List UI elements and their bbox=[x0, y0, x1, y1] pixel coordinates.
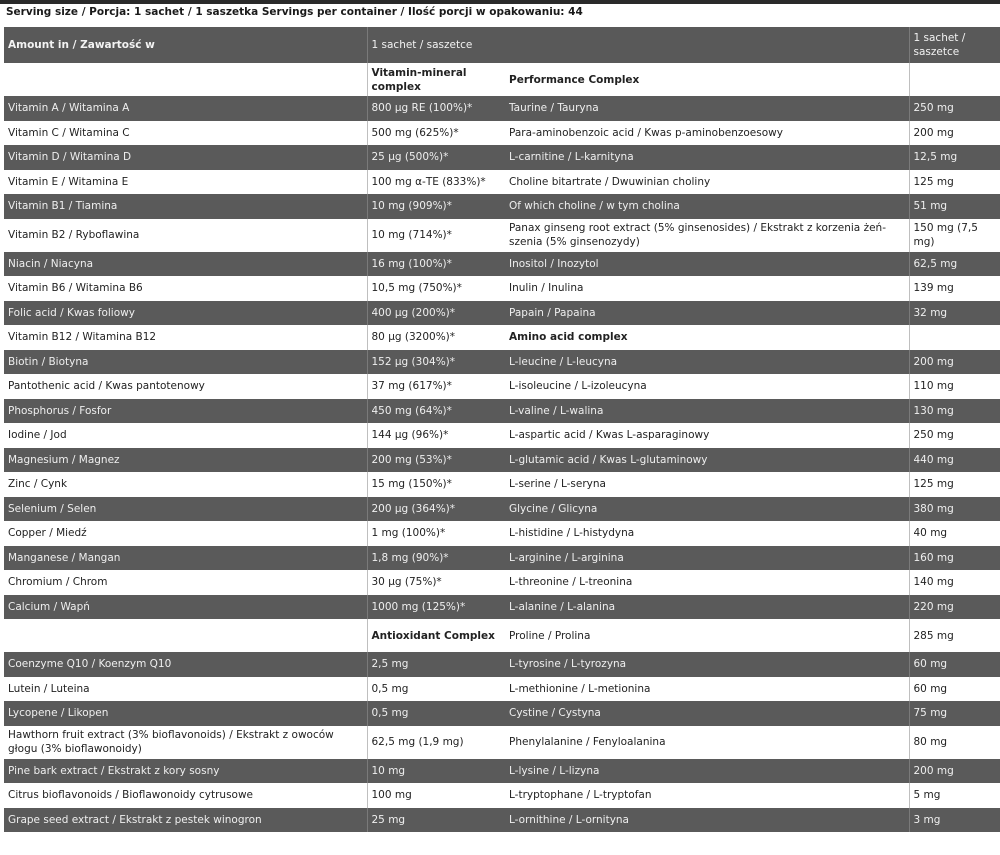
ingredient-name: Manganese / Mangan bbox=[4, 546, 367, 571]
amount-value: 144 µg (96%)* bbox=[367, 423, 505, 448]
header-per-sachet: 1 sachet / saszetce bbox=[367, 27, 505, 63]
ingredient-name-2: Glycine / Glicyna bbox=[505, 497, 909, 522]
table-row bbox=[4, 219, 1000, 252]
amount-value-2: 125 mg bbox=[909, 170, 1000, 195]
ingredient-name-2: L-methionine / L-metionina bbox=[505, 677, 909, 702]
amount-value-2: 12,5 mg bbox=[909, 145, 1000, 170]
ingredient-name: Selenium / Selen bbox=[4, 497, 367, 522]
ingredient-name-2: L-isoleucine / L-izoleucyna bbox=[505, 374, 909, 399]
amount-value: 1000 mg (125%)* bbox=[367, 595, 505, 620]
amount-value-2 bbox=[909, 325, 1000, 350]
table-row bbox=[4, 448, 1000, 473]
table-row bbox=[4, 325, 1000, 350]
table-row bbox=[4, 399, 1000, 424]
ingredient-name: Copper / Miedź bbox=[4, 521, 367, 546]
ingredient-name-2: Inulin / Inulina bbox=[505, 276, 909, 301]
table-row bbox=[4, 726, 1000, 759]
ingredient-name-2: L-threonine / L-treonina bbox=[505, 570, 909, 595]
table-row bbox=[4, 701, 1000, 726]
amount-value: 62,5 mg (1,9 mg) bbox=[367, 726, 505, 759]
ingredient-name: Vitamin B6 / Witamina B6 bbox=[4, 276, 367, 301]
ingredient-name: Pantothenic acid / Kwas pantotenowy bbox=[4, 374, 367, 399]
amount-value: 100 mg α-TE (833%)* bbox=[367, 170, 505, 195]
ingredient-name-2: Papain / Papaina bbox=[505, 301, 909, 326]
amount-value-2: 60 mg bbox=[909, 677, 1000, 702]
amount-value: 25 µg (500%)* bbox=[367, 145, 505, 170]
table-row bbox=[4, 276, 1000, 301]
ingredient-name: Grape seed extract / Ekstrakt z pestek winogron bbox=[4, 808, 367, 833]
ingredient-name-2: Para-aminobenzoic acid / Kwas p-aminobenzoesowy bbox=[505, 121, 909, 146]
table-row bbox=[4, 546, 1000, 571]
amount-value: 16 mg (100%)* bbox=[367, 252, 505, 277]
amount-value-2: 200 mg bbox=[909, 350, 1000, 375]
ingredient-name-2: Cystine / Cystyna bbox=[505, 701, 909, 726]
ingredient-name-2: L-leucine / L-leucyna bbox=[505, 350, 909, 375]
ingredient-name: Citrus bioflavonoids / Bioflawonoidy cytrusowe bbox=[4, 783, 367, 808]
amount-value: 2,5 mg bbox=[367, 652, 505, 677]
table-row bbox=[4, 145, 1000, 170]
ingredient-name: Hawthorn fruit extract (3% bioflavonoids) / Ekstrakt z owoców głogu (3% bioflawonoidy) bbox=[4, 726, 367, 759]
amount-value-2: 150 mg (7,5 mg) bbox=[909, 219, 1000, 252]
amount-value-2: 75 mg bbox=[909, 701, 1000, 726]
ingredient-name-2: L-glutamic acid / Kwas L-glutaminowy bbox=[505, 448, 909, 473]
table-row bbox=[4, 472, 1000, 497]
ingredient-name: Zinc / Cynk bbox=[4, 472, 367, 497]
ingredient-name: Iodine / Jod bbox=[4, 423, 367, 448]
ingredient-name: Niacin / Niacyna bbox=[4, 252, 367, 277]
amount-value: 0,5 mg bbox=[367, 677, 505, 702]
amount-value-2: 3 mg bbox=[909, 808, 1000, 833]
ingredient-name-2: L-ornithine / L-ornityna bbox=[505, 808, 909, 833]
table-row bbox=[4, 619, 1000, 652]
ingredient-name-2: L-tyrosine / L-tyrozyna bbox=[505, 652, 909, 677]
ingredient-name: Lutein / Luteina bbox=[4, 677, 367, 702]
amount-value-2: 200 mg bbox=[909, 121, 1000, 146]
table-row bbox=[4, 808, 1000, 833]
amount-value-2: 80 mg bbox=[909, 726, 1000, 759]
table-header-row bbox=[4, 27, 1000, 63]
table-row bbox=[4, 301, 1000, 326]
ingredient-name: Phosphorus / Fosfor bbox=[4, 399, 367, 424]
amount-value-2: 130 mg bbox=[909, 399, 1000, 424]
ingredient-name: Biotin / Biotyna bbox=[4, 350, 367, 375]
ingredient-name: Chromium / Chrom bbox=[4, 570, 367, 595]
ingredient-name-2: L-histidine / L-histydyna bbox=[505, 521, 909, 546]
ingredient-name: Vitamin B12 / Witamina B12 bbox=[4, 325, 367, 350]
ingredient-name: Vitamin B1 / Tiamina bbox=[4, 194, 367, 219]
amount-value-2: 285 mg bbox=[909, 619, 1000, 652]
nutrition-table bbox=[4, 27, 1000, 832]
table-row bbox=[4, 121, 1000, 146]
ingredient-name-2: L-arginine / L-arginina bbox=[505, 546, 909, 571]
ingredient-name: Magnesium / Magnez bbox=[4, 448, 367, 473]
ingredient-name-2: Panax ginseng root extract (5% ginsenosides) / Ekstrakt z korzenia żeń-szenia (5% ginsenozydy) bbox=[505, 219, 909, 252]
ingredient-name-2: L-carnitine / L-karnityna bbox=[505, 145, 909, 170]
ingredient-name-2: Amino acid complex bbox=[505, 325, 909, 350]
amount-value-2: 220 mg bbox=[909, 595, 1000, 620]
amount-value-2: 62,5 mg bbox=[909, 252, 1000, 277]
ingredient-name: Pine bark extract / Ekstrakt z kory sosny bbox=[4, 759, 367, 784]
amount-value-2: 160 mg bbox=[909, 546, 1000, 571]
ingredient-name-2: Of which choline / w tym cholina bbox=[505, 194, 909, 219]
amount-value: 0,5 mg bbox=[367, 701, 505, 726]
amount-value: 80 µg (3200%)* bbox=[367, 325, 505, 350]
ingredient-name bbox=[4, 619, 367, 652]
amount-value: 30 µg (75%)* bbox=[367, 570, 505, 595]
amount-value-2: 140 mg bbox=[909, 570, 1000, 595]
amount-value-2 bbox=[909, 63, 1000, 96]
amount-value: 450 mg (64%)* bbox=[367, 399, 505, 424]
table-row bbox=[4, 783, 1000, 808]
ingredient-name: Vitamin B2 / Ryboflawina bbox=[4, 219, 367, 252]
amount-value-2: 32 mg bbox=[909, 301, 1000, 326]
amount-value: Antioxidant Complex bbox=[367, 619, 505, 652]
amount-value: 800 µg RE (100%)* bbox=[367, 96, 505, 121]
ingredient-name: Folic acid / Kwas foliowy bbox=[4, 301, 367, 326]
amount-value-2: 200 mg bbox=[909, 759, 1000, 784]
ingredient-name: Vitamin D / Witamina D bbox=[4, 145, 367, 170]
ingredient-name-2: L-tryptophane / L-tryptofan bbox=[505, 783, 909, 808]
ingredient-name-2: Choline bitartrate / Dwuwinian choliny bbox=[505, 170, 909, 195]
table-row bbox=[4, 170, 1000, 195]
ingredient-name-2: L-lysine / L-lizyna bbox=[505, 759, 909, 784]
amount-value: 1,8 mg (90%)* bbox=[367, 546, 505, 571]
ingredient-name-2: L-alanine / L-alanina bbox=[505, 595, 909, 620]
amount-value: 400 µg (200%)* bbox=[367, 301, 505, 326]
amount-value-2: 250 mg bbox=[909, 423, 1000, 448]
ingredient-name-2: Proline / Prolina bbox=[505, 619, 909, 652]
amount-value: 1 mg (100%)* bbox=[367, 521, 505, 546]
amount-value-2: 250 mg bbox=[909, 96, 1000, 121]
table-row bbox=[4, 194, 1000, 219]
header-empty bbox=[505, 27, 909, 63]
table-row bbox=[4, 63, 1000, 96]
amount-value-2: 60 mg bbox=[909, 652, 1000, 677]
ingredient-name: Vitamin E / Witamina E bbox=[4, 170, 367, 195]
amount-value: 200 mg (53%)* bbox=[367, 448, 505, 473]
amount-value-2: 51 mg bbox=[909, 194, 1000, 219]
amount-value: 37 mg (617%)* bbox=[367, 374, 505, 399]
header-amount: Amount in / Zawartość w bbox=[4, 27, 367, 63]
amount-value: 25 mg bbox=[367, 808, 505, 833]
table-row bbox=[4, 677, 1000, 702]
amount-value-2: 380 mg bbox=[909, 497, 1000, 522]
ingredient-name-2: Taurine / Tauryna bbox=[505, 96, 909, 121]
amount-value: 100 mg bbox=[367, 783, 505, 808]
table-row bbox=[4, 521, 1000, 546]
amount-value-2: 5 mg bbox=[909, 783, 1000, 808]
amount-value: Vitamin-mineral complex bbox=[367, 63, 505, 96]
amount-value: 500 mg (625%)* bbox=[367, 121, 505, 146]
ingredient-name-2: L-valine / L-walina bbox=[505, 399, 909, 424]
amount-value-2: 440 mg bbox=[909, 448, 1000, 473]
amount-value: 152 µg (304%)* bbox=[367, 350, 505, 375]
amount-value-2: 110 mg bbox=[909, 374, 1000, 399]
table-row bbox=[4, 497, 1000, 522]
ingredient-name: Coenzyme Q10 / Koenzym Q10 bbox=[4, 652, 367, 677]
header-per-sachet-2: 1 sachet / saszetce bbox=[909, 27, 1000, 63]
top-border bbox=[0, 0, 1000, 4]
amount-value-2: 139 mg bbox=[909, 276, 1000, 301]
amount-value: 10,5 mg (750%)* bbox=[367, 276, 505, 301]
table-row bbox=[4, 350, 1000, 375]
amount-value: 10 mg (714%)* bbox=[367, 219, 505, 252]
table-row bbox=[4, 252, 1000, 277]
serving-size-line: Serving size / Porcja: 1 sachet / 1 saszetka Servings per container / Ilość porcji w opakowaniu: 44 bbox=[6, 6, 583, 18]
table-row bbox=[4, 570, 1000, 595]
ingredient-name bbox=[4, 63, 367, 96]
ingredient-name: Calcium / Wapń bbox=[4, 595, 367, 620]
amount-value: 10 mg bbox=[367, 759, 505, 784]
ingredient-name-2: Inositol / Inozytol bbox=[505, 252, 909, 277]
amount-value: 15 mg (150%)* bbox=[367, 472, 505, 497]
table-row bbox=[4, 374, 1000, 399]
ingredient-name: Vitamin A / Witamina A bbox=[4, 96, 367, 121]
table-row bbox=[4, 595, 1000, 620]
table-row bbox=[4, 96, 1000, 121]
amount-value: 10 mg (909%)* bbox=[367, 194, 505, 219]
table-row bbox=[4, 759, 1000, 784]
table-row bbox=[4, 652, 1000, 677]
table-row bbox=[4, 423, 1000, 448]
ingredient-name-2: L-aspartic acid / Kwas L-asparaginowy bbox=[505, 423, 909, 448]
amount-value: 200 µg (364%)* bbox=[367, 497, 505, 522]
ingredient-name: Vitamin C / Witamina C bbox=[4, 121, 367, 146]
ingredient-name: Lycopene / Likopen bbox=[4, 701, 367, 726]
ingredient-name-2: Performance Complex bbox=[505, 63, 909, 96]
ingredient-name-2: Phenylalanine / Fenyloalanina bbox=[505, 726, 909, 759]
ingredient-name-2: L-serine / L-seryna bbox=[505, 472, 909, 497]
amount-value-2: 40 mg bbox=[909, 521, 1000, 546]
amount-value-2: 125 mg bbox=[909, 472, 1000, 497]
